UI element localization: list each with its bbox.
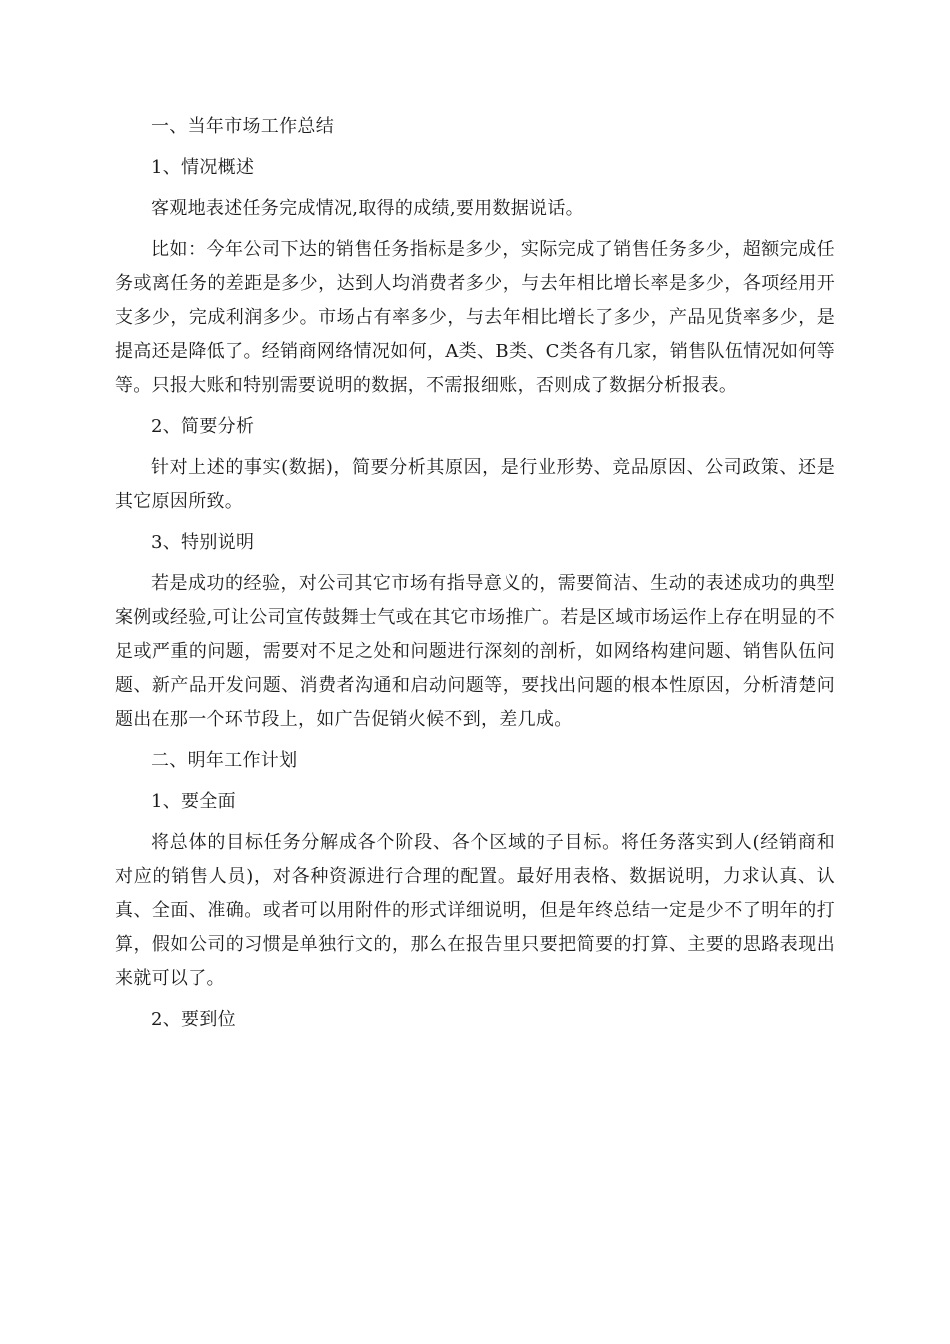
body-paragraph: 客观地表述任务完成情况,取得的成绩,要用数据说话。 (151, 198, 584, 219)
subsection-heading: 1、要全面 (151, 791, 236, 812)
subsection-heading: 2、要到位 (151, 1009, 236, 1030)
section-heading: 一、当年市场工作总结 (151, 116, 334, 137)
document-page (115, 110, 835, 1044)
body-paragraph: 针对上述的事实(数据)，简要分析其原因，是行业形势、竞品原因、公司政策、还是其它原因所致。 (115, 457, 835, 512)
subsection-heading: 1、情况概述 (151, 157, 255, 178)
body-paragraph: 将总体的目标任务分解成各个阶段、各个区域的子目标。将任务落实到人(经销商和对应的销售人员)，对各种资源进行合理的配置。最好用表格、数据说明，力求认真、认真、全面、准确。或者可以用附件的形式详细说明，但是年终总结一定是少不了明年的打算，假如公司的习惯是单独行文的，那么在报告里只要把简要的打算、主要的思路表现出来就可以了。 (115, 832, 835, 989)
body-paragraph: 若是成功的经验，对公司其它市场有指导意义的，需要简洁、生动的表述成功的典型案例或经验,可让公司宣传鼓舞士气或在其它市场推广。若是区域市场运作上存在明显的不足或严重的问题，需要对不足之处和问题进行深刻的剖析，如网络构建问题、销售队伍问题、新产品开发问题、消费者沟通和启动问题等，要找出问题的根本性原因，分析清楚问题出在那一个环节段上，如广告促销火候不到，差几成。 (115, 573, 835, 730)
body-paragraph: 比如：今年公司下达的销售任务指标是多少，实际完成了销售任务多少，超额完成任务或离任务的差距是多少，达到人均消费者多少，与去年相比增长率是多少，各项经用开支多少，完成利润多少。市场占有率多少，与去年相比增长了多少，产品见货率多少，是提高还是降低了。经销商网络情况如何，A类、B类、C类各有几家，销售队伍情况如何等等。只报大账和特别需要说明的数据，不需报细账，否则成了数据分析报表。 (115, 239, 835, 396)
section-heading: 二、明年工作计划 (151, 750, 298, 771)
subsection-heading: 3、特别说明 (151, 532, 255, 553)
subsection-heading: 2、简要分析 (151, 416, 255, 437)
